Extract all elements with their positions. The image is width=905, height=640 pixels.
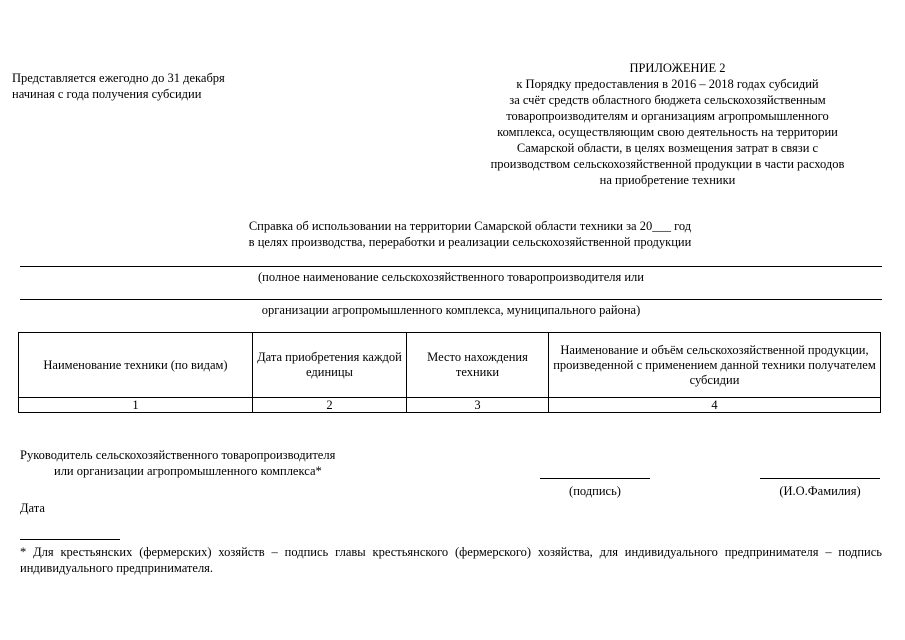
- producer-name-line-1[interactable]: [20, 266, 882, 267]
- date-label: Дата: [20, 501, 45, 515]
- appendix-line: к Порядку предоставления в 2016 – 2018 годах субсидий: [516, 77, 819, 91]
- submission-note-line2: начиная с года получения субсидии: [12, 87, 202, 101]
- appendix-title: ПРИЛОЖЕНИЕ 2: [629, 61, 726, 75]
- producer-name-caption-1: (полное наименование сельскохозяйственного товаропроизводителя или: [258, 270, 644, 284]
- footnote-divider: [20, 539, 120, 540]
- header-production-volume: Наименование и объём сельскохозяйственной продукции, произведенной с применением данной техники получателем субсидии: [549, 333, 881, 398]
- producer-name-line-2[interactable]: [20, 299, 882, 300]
- header-equipment-location: Место нахождения техники: [407, 333, 549, 398]
- submission-note-line1: Представляется ежегодно до 31 декабря: [12, 71, 225, 85]
- column-number: 4: [549, 398, 881, 413]
- document-heading: [150, 218, 790, 250]
- table-header-row: [19, 333, 881, 398]
- column-number: 1: [19, 398, 253, 413]
- signature-block: [20, 447, 440, 479]
- footnote: * Для крестьянских (фермерских) хозяйств – подпись главы крестьянского (фермерского) хозяйства, для индивидуального предпринимателя – подпись индивидуального предпринимателя.: [20, 545, 882, 575]
- header-acquisition-date: Дата приобретения каждой единицы: [253, 333, 407, 398]
- appendix-line: за счёт средств областного бюджета сельскохозяйственным: [509, 93, 826, 107]
- signer-title-line2: или организации агропромышленного комплекса*: [54, 464, 322, 478]
- appendix-line: Самарской области, в целях возмещения затрат в связи с: [516, 141, 819, 155]
- producer-name-caption-2: организации агропромышленного комплекса, муниципального района): [261, 303, 641, 317]
- full-name-label: (И.О.Фамилия): [779, 484, 861, 498]
- signer-title-line1: Руководитель сельскохозяйственного товаропроизводителя: [20, 448, 336, 462]
- appendix-line: комплекса, осуществляющим свою деятельность на территории: [497, 125, 838, 139]
- equipment-table: [18, 332, 881, 413]
- submission-note: [12, 70, 312, 102]
- heading-line2: в целях производства, переработки и реализации сельскохозяйственной продукции: [248, 235, 692, 249]
- table-number-row: [19, 398, 881, 413]
- column-number: 3: [407, 398, 549, 413]
- appendix-line: производством сельскохозяйственной продукции в части расходов: [490, 157, 845, 171]
- appendix-line: на приобретение техники: [599, 173, 736, 187]
- signature-label: (подпись): [569, 484, 621, 498]
- heading-line1: Справка об использовании на территории Самарской области техники за 20___ год: [248, 219, 692, 233]
- header-equipment-name: Наименование техники (по видам): [19, 333, 253, 398]
- column-number: 2: [253, 398, 407, 413]
- appendix-header: [440, 60, 895, 188]
- signature-line[interactable]: [540, 478, 650, 479]
- full-name-line[interactable]: [760, 478, 880, 479]
- appendix-line: товаропроизводителям и организациям агропромышленного: [506, 109, 829, 123]
